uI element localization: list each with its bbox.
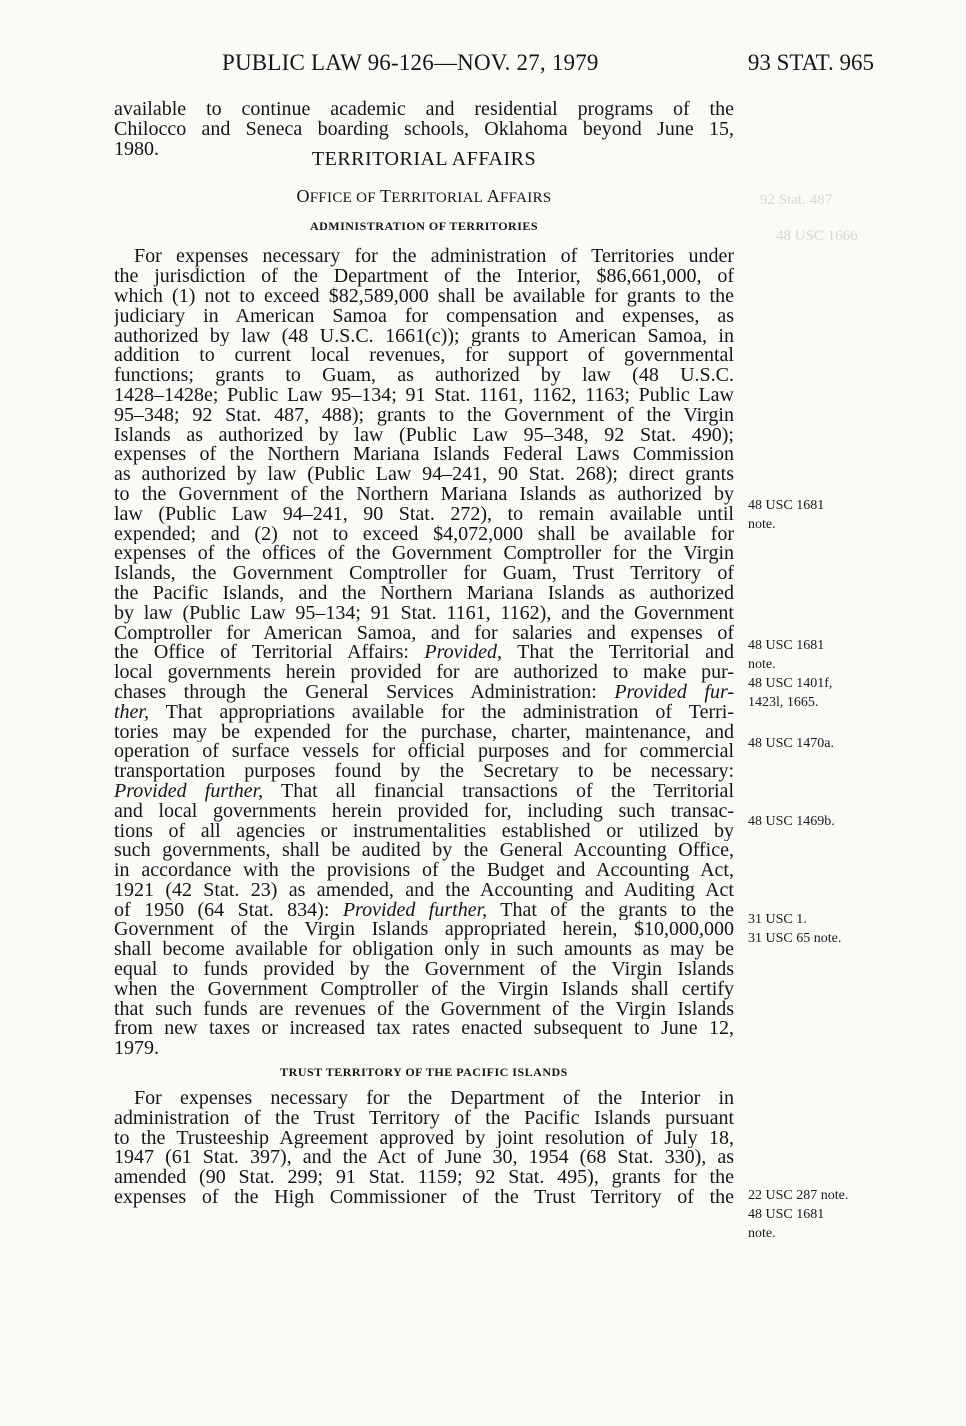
text-line: 1980. [114,137,159,160]
text-line: 1947 (61 Stat. 397), and the Act of June 30, 1954 (68 Stat. 330), as [114,1148,734,1169]
text-line: tions of all agencies or instrumentalities established or utilized by [114,821,734,842]
text-line: addition to current local revenues, for support of governmental [114,346,734,367]
heading-trust-territory: TRUST TERRITORY OF THE PACIFIC ISLANDS [280,1065,568,1080]
margin-note: 31 USC 1. 31 USC 65 note. [748,912,842,946]
margin-note: 22 USC 287 note. 48 USC 1681 note. [748,1188,849,1241]
text-line: to the Government of the Northern Mariana Islands as authorized by [114,484,734,505]
text-line: For expenses necessary for the Department of the Interior in [134,1089,734,1109]
text-line: amended (90 Stat. 299; 91 Stat. 1159; 92 Stat. 495), grants for the [114,1168,734,1189]
text-line: transportation purposes found by the Secretary to be necessary: [114,762,734,782]
text-line: law (Public Law 94–241, 90 Stat. 272), to remain available until [114,504,734,525]
text-line: expenses of the Northern Mariana Islands Federal Laws Commission [114,445,734,466]
text-line: local governments herein provided for are authorized to make pur- [114,663,734,683]
text-line: For expenses necessary for the administration of Territories under [134,247,734,268]
text-line: judiciary in American Samoa for compensation and expenses, as [114,306,734,327]
text-line: administration of the Trust Territory of the Pacific Islands pursuant [114,1108,734,1129]
text-line: as authorized by law (Public Law 94–241, 90 Stat. 268); direct grants [114,465,734,485]
heading-office-of-territorial-affairs: OFFICE OF TERRITORIAL AFFAIRS [296,186,552,207]
text-line: Chilocco and Seneca boarding schools, Oklahoma beyond June 15, [114,119,734,140]
text-line: the jurisdiction of the Department of the Interior, $86,661,000, of [114,267,734,287]
bleed-through-text: 92 Stat. 487 [760,192,833,208]
heading-administration-of-territories: ADMINISTRATION OF TERRITORIES [309,219,539,234]
text-line: chases through the General Services Administration: Provided fur- [114,682,734,703]
bleed-through-text: 48 USC 1666 [776,228,858,244]
text-line: tories may be expended for the purchase, charter, maintenance, and [114,722,734,743]
text-line: shall become available for obligation only in such amounts as may be [114,940,734,961]
running-title: PUBLIC LAW 96-126—NOV. 27, 1979 [222,50,599,75]
text-line: operation of surface vessels for official purposes and for commercial [114,742,734,763]
margin-note: 48 USC 1681 note. 48 USC 1401f, 1423l, 1665. [748,638,833,710]
stat-page-number: 93 STAT. 965 [747,50,874,75]
text-line: that such funds are revenues of the Government of the Virgin Islands [114,999,734,1020]
text-line: when the Government Comptroller of the Virgin Islands shall certify [114,979,734,1000]
text-line: such governments, shall be audited by the General Accounting Office, [114,841,734,862]
text-line: 1428–1428e; Public Law 95–134; 91 Stat. 1161, 1162, 1163; Public Law [114,385,734,406]
text-line: expended; and (2) not to exceed $4,072,000 shall be available for [114,524,734,545]
text-line: Islands as authorized by law (Public Law 95–348, 92 Stat. 490); [114,425,734,446]
text-line: Islands, the Government Comptroller for Guam, Trust Territory of [114,564,734,584]
text-line: by law (Public Law 95–134; 91 Stat. 1161, 1162), and the Government [114,603,734,624]
margin-note: 48 USC 1469b. [748,814,835,829]
text-line: functions; grants to Guam, as authorized by law (48 U.S.C. [114,366,734,386]
text-line: expenses of the High Commissioner of the Trust Territory of the [114,1188,734,1208]
text-line: and local governments herein provided for, including such transac- [114,801,734,822]
text-line: the Office of Territorial Affairs: Provided, That the Territorial and [114,643,734,664]
text-line: Government of the Virgin Islands appropriated herein, $10,000,000 [114,920,734,941]
text-line: to the Trusteeship Agreement approved by joint resolution of July 18, [114,1128,734,1149]
text-line: 1979. [114,1037,159,1060]
body-text [114,100,734,1208]
margin-note: 48 USC 1681 note. [748,498,825,532]
page-header [0,50,966,80]
text-line: available to continue academic and residential programs of the [114,100,734,120]
text-line: Comptroller for American Samoa, and for salaries and expenses of [114,623,734,644]
text-line: from new taxes or increased tax rates enacted subsequent to June 12, [114,1019,734,1040]
text-line: 1921 (42 Stat. 23) as amended, and the Accounting and Auditing Act [114,880,734,901]
margin-note: 48 USC 1470a. [748,736,834,751]
text-line: authorized by law (48 U.S.C. 1661(c)); grants to American Samoa, in [114,326,734,347]
text-line: ther, That appropriations available for the administration of Terri- [114,702,734,723]
text-line: expenses of the offices of the Government Comptroller for the Virgin [114,544,734,565]
text-line: Provided further, That all financial transactions of the Territorial [114,781,734,802]
text-line: of 1950 (64 Stat. 834): Provided further, That of the grants to the [114,900,734,921]
text-line: the Pacific Islands, and the Northern Mariana Islands as authorized [114,583,734,604]
text-line: in accordance with the provisions of the Budget and Accounting Act, [114,861,734,881]
text-line: equal to funds provided by the Government of the Virgin Islands [114,960,734,980]
text-line: 95–348; 92 Stat. 487, 488); grants to the Government of the Virgin [114,405,734,426]
heading-territorial-affairs: TERRITORIAL AFFAIRS [311,148,537,171]
text-line: which (1) not to exceed $82,589,000 shall be available for grants to the [114,286,734,307]
